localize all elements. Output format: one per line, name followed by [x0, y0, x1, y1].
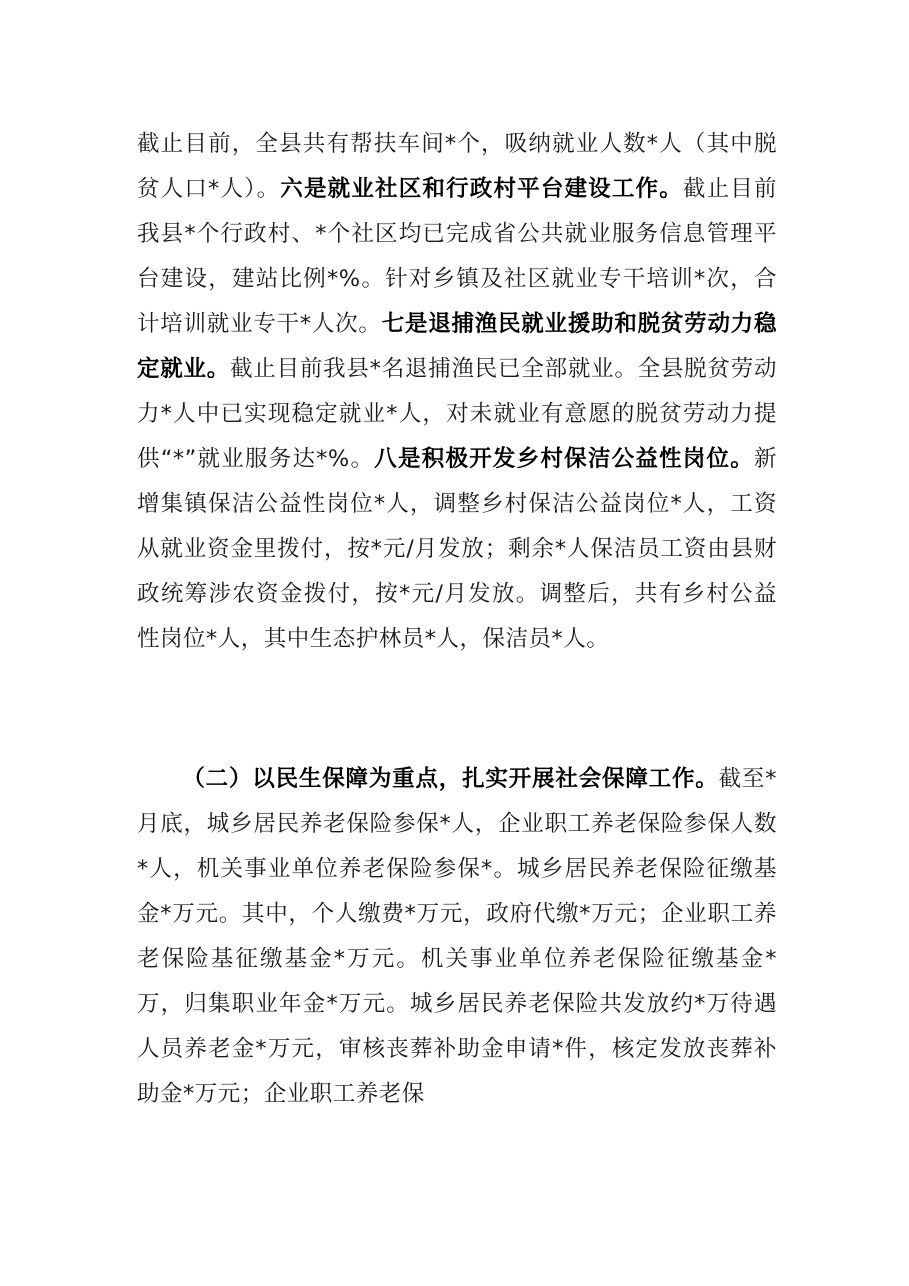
item-six-heading: 六是就业社区和行政村平台建设工作。: [280, 176, 683, 202]
item-eight-heading: 八是积极开发乡村保洁公益性岗位。: [374, 446, 754, 472]
workshop-sentence: 截止目前，全县共有帮扶车间*个，吸纳就业人数*人（其中脱贫人口*人）。: [137, 131, 777, 202]
employment-paragraph: [137, 122, 777, 662]
pension-sentence: 截至*月底，城乡居民养老保险参保*人，企业职工养老保险参保人数*人，机关事业单位养老保险参保*。城乡居民养老保险征缴基金*万元。其中，个人缴费*万元，政府代缴*万元；企业职工养老保险基征缴基金*万元。机关事业单位养老保险征缴基金*万，归集职业年金*万元。城乡居民养老保险共发放约*万待遇人员养老金*万元，审核丧葬补助金申请*件，核定发放丧葬补助金*万元；企业职工养老保: [137, 766, 777, 1107]
cleaning-posts-sentence: 新增集镇保洁公益性岗位*人，调整乡村保洁公益岗位*人，工资从就业资金里拨付，按*元/月发放；剩余*人保洁员工资由县财政统筹涉农资金拨付，按*元/月发放。调整后，共有乡村公益性岗位*人，其中生态护林员*人，保洁员*人。: [137, 446, 777, 652]
item-seven-heading: 七是退捕渔民就业援助和脱贫劳动力稳定就业。: [137, 311, 777, 382]
platform-sentence: 截止目前我县*个行政村、*个社区均已完成省公共就业服务信息管理平台建设，建站比例*%。针对乡镇及社区就业专干培训*次，合计培训就业专干*人次。: [137, 176, 777, 337]
fishermen-sentence: 截止目前我县*名退捕渔民已全部就业。全县脱贫劳动力*人中已实现稳定就业*人，对未就业有意愿的脱贫劳动力提供“*”就业服务达*%。: [137, 356, 777, 472]
social-security-paragraph: [137, 757, 777, 1117]
section-two-heading: （二）以民生保障为重点，扎实开展社会保障工作。: [182, 766, 719, 792]
